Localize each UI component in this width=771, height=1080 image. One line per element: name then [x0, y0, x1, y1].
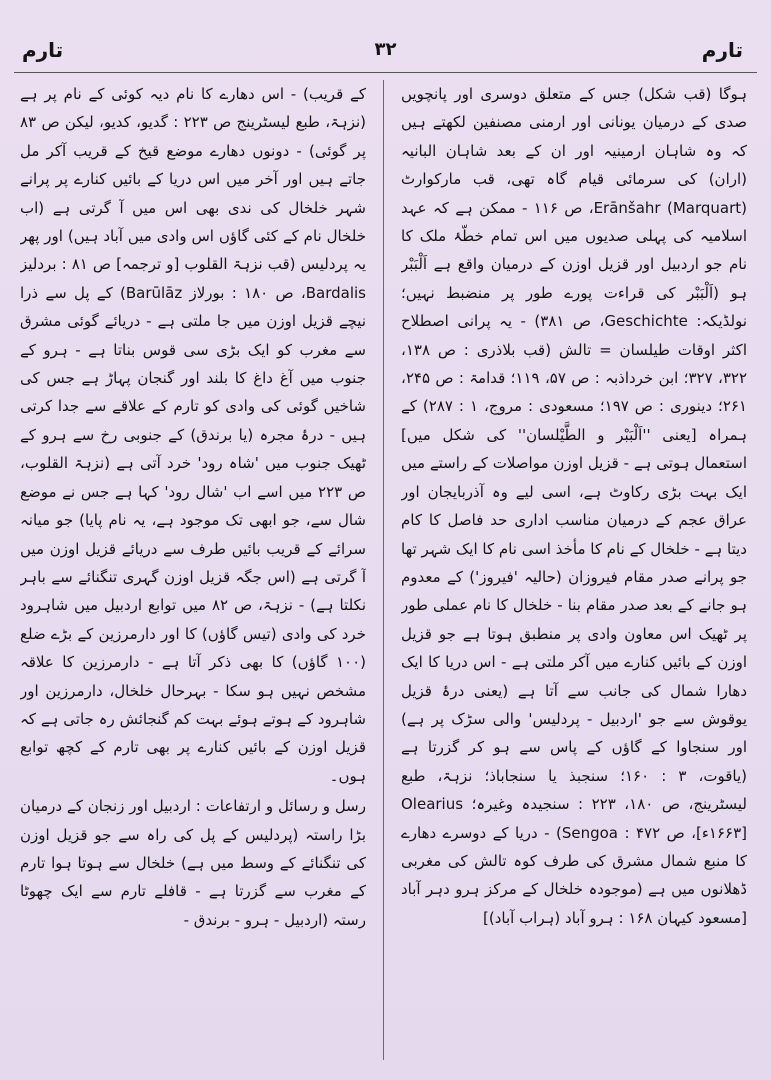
right-column	[401, 80, 747, 1060]
left-column	[20, 80, 366, 1060]
header-rule	[14, 72, 757, 73]
page-header	[14, 30, 757, 70]
page-number: ۳۲	[374, 39, 397, 60]
column-divider	[383, 80, 384, 1060]
left-column-paragraph-2: رسل و رسائل و ارتفاعات : اردبیل اور زنجان کے درمیان بڑا راستہ (پردلیس کے پل کی راہ سے جو قزیل اوزن کی تنگنائے کے وسط میں ہے) خلخال سے ہوتا ہوا تارم کے مغرب سے گزرتا ہے - قافلے تارم سے ایک چھوٹا رستہ (اردبیل - ہرو - برندق -	[20, 797, 366, 929]
right-column-paragraph: ہوگا (قب شکل) جس کے متعلق دوسری اور پانچویں صدی کے درمیان یونانی اور ارمنی مصنفین لکھتے ہیں کہ وہ شاہان ارمینیہ اور ان کے بعد شاہان البانیہ (اران) کی سرمائی قیام گاہ تھی، قب مارکوارٹ (Marquart) Erānšahr، ص ۱۱۶ - ممکن ہے کہ عہد اسلامیہ کی پہلی صدیوں میں اس تمام خطّۂ ملک کا نام جو اردبیل اور قزیل اوزن کے درمیان واقع ہے اَلْبَبْر ہو (اَلْبَبْر کی قراءت پورے طور پر منضبط نہیں؛ نولڈیکہ: Geschichte، ص ۳۸۱) - یہ پرانی اصطلاح اکثر اوقات طیلسان = تالش (قب بلاذری : ص ۱۳۸، ۳۲۲، ۳۲۷؛ ابن خرداذبہ : ص ۵۷، ۱۱۹؛ قدامۃ : ص ۲۴۵، ۲۶۱؛ دینوری : ص ۱۹۷؛ مسعودی : مروج، ۱ : ۲۸۷) کے ہمراہ [یعنی ''اَلْبَبْر و الطَّیْلسان'' کی شکل میں] استعمال ہوتی ہے - قزیل اوزن مواصلات کے راستے میں ایک بہت بڑی رکاوٹ ہے، اسی لیے وہ آذربایجان اور عراق عجم کے درمیان مناسب اداری حد فاصل کا کام دیتا ہے - خلخال کے نام کا مأخذ اسی نام کا ایک شہر تھا جو پرانے صدر مقام فیروزان (حالیہ 'فیروز') کے معدوم ہو جانے کے بعد صدر مقام بنا - خلخال کا نام عملی طور پر ٹھیک اس معاون وادی پر منطبق ہوتا ہے جو قزیل اوزن کے بائیں کنارے میں آکر ملتی ہے - اس دریا کا ایک دھارا شمال کی جانب سے آتا ہے (یعنی درۂ قزیل یوقوش سے جو 'اردبیل - پردلیس' والی سڑک پر ہے) اور سنجاوا کے گاؤں کے پاس سے ہو کر گزرتا ہے (یاقوت، ۳ : ۱۶۰؛ سنجبذ یا سنجاباذ؛ نزہۃ، طبع لیسٹرینج، ص ۱۸۰، ۲۲۳ : سنجیدہ وغیرہ؛ Olearius [۱۶۶۳ء]، ص ۴۷۲ : Sengoa) - دریا کے دوسرے دھارے کا منبع شمال مشرق کی طرف کوہ تالش کی مغربی ڈھلانوں میں ہے (موجودہ خلخال کے مرکز ہرو دہر آباد [مسعود کیہان ۱۶۸ : ہرو آباد (ہراب آباد)]	[401, 85, 747, 927]
running-title-left: تارم	[22, 38, 64, 62]
running-title-right: تارم	[701, 38, 743, 62]
left-column-paragraph: کے قریب) - اس دھارے کا نام دیہ کوئی کے نام پر ہے (نزہۃ، طبع لیسٹرینج ص ۲۲۳ : گدیو، کدیو، لیکن ص ۸۳ پر گوئی) - دونوں دھارے موضع قیخ کے قریب آکر مل جاتے ہیں اور آخر میں اس دریا کے بائیں کنارے پر پرانے شہر خلخال کی ندی بھی اس میں آ گرتی ہے (اب خلخال نام کے کئی گاؤں اس وادی میں آباد ہیں) اور پھر یہ پردلیس (قب نزہۃ القلوب [و ترجمہ] ص ۸۱ : بردلیز Bardalis، ص ۱۸۰ : بورلاز Barūlāz) کے پل سے ذرا نیچے قزیل اوزن میں جا ملتی ہے - دریائے گوئی مشرق سے مغرب کو ایک بڑی سی قوس بناتا ہے - ہرو کے جنوب میں آغ داغ کا بلند اور گنجان پہاڑ ہے جس کی شاخیں گوئی کی وادی کو تارم کے علاقے سے جدا کرتی ہیں - درۂ مجرہ (یا برندق) کے جنوبی رخ سے ہرو کے ٹھیک جنوب میں 'شاہ رود' خرد آتی ہے (نزہۃ القلوب، ص ۲۲۳ میں اسے اب 'شال رود' کہا ہے جس نے موضع شال سے، جو ابھی تک موجود ہے، یہ نام پایا) جو میانہ سرائے کے قریب بائیں طرف سے دریائے قزیل اوزن میں آ گرتی ہے (اس جگہ قزیل اوزن گہری تنگنائے سے باہر نکلتا ہے) - نزہۃ، ص ۸۲ میں توابع اردبیل میں شاہرود خرد کی وادی (تیس گاؤں) کا اور دارمرزین کے بڑے ضلع (۱۰۰ گاؤں) کا بھی ذکر آتا ہے - دارمرزین کا علاقہ مشخص نہیں ہو سکا - بہرحال خلخال، دارمرزین اور شاہرود کے ہوتے ہوئے بہت کم گنجائش رہ جاتی ہے کہ قزیل اوزن کے بائیں کنارے پر بھی تارم کے کچھ توابع ہوں۔	[20, 85, 366, 785]
